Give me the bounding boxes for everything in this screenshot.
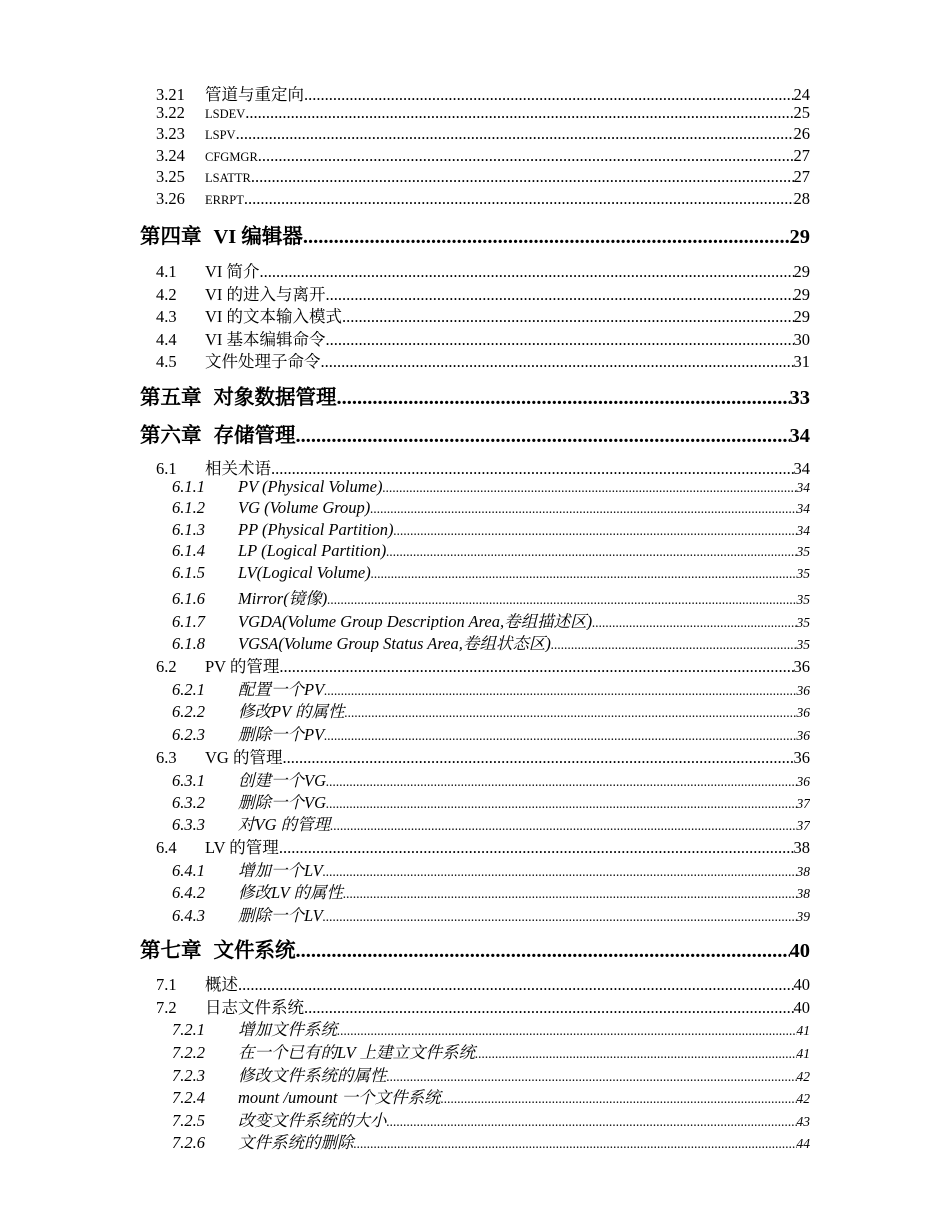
toc-chapter-entry[interactable] bbox=[140, 380, 810, 408]
toc-entry-title: PP (Physical Partition) bbox=[238, 520, 394, 539]
toc-entry-page-number: 36 bbox=[796, 728, 810, 743]
toc-entry-number: 6.4.2 bbox=[172, 883, 205, 901]
toc-entry-page-number: 27 bbox=[793, 167, 810, 186]
toc-entry-title: 创建一个VG bbox=[238, 771, 326, 789]
toc-entry-title: 在一个已有的LV 上建立文件系统 bbox=[238, 1043, 475, 1061]
toc-entry-page-number: 42 bbox=[796, 1091, 810, 1106]
toc-dot-leader bbox=[337, 1023, 797, 1038]
toc-entry-page-number: 29 bbox=[793, 307, 810, 325]
toc-entry-title: 对VG 的管理 bbox=[238, 815, 331, 833]
toc-entry-page-number: 33 bbox=[789, 387, 810, 408]
toc-entry-number: 6.4.1 bbox=[172, 861, 205, 879]
toc-entry-title: 删除一个PV bbox=[238, 725, 325, 743]
toc-subsection-entry[interactable] bbox=[172, 1107, 810, 1129]
toc-entry-number: 7.2.3 bbox=[172, 1066, 205, 1084]
toc-dot-leader bbox=[258, 146, 794, 166]
toc-entry-title: LP (Logical Partition) bbox=[238, 541, 387, 560]
toc-entry-page-number: 35 bbox=[796, 566, 810, 581]
toc-subsection-entry[interactable] bbox=[172, 1062, 810, 1084]
toc-entry-page-number: 38 bbox=[796, 864, 810, 879]
toc-subsection-entry[interactable] bbox=[172, 676, 810, 698]
toc-subsection-entry[interactable] bbox=[172, 520, 810, 542]
toc-entry-number: 6.3.3 bbox=[172, 815, 205, 833]
toc-entry-title: LV 的管理 bbox=[205, 838, 279, 856]
toc-dot-leader bbox=[326, 796, 797, 811]
toc-dot-leader bbox=[296, 425, 790, 446]
toc-section-entry[interactable] bbox=[156, 834, 810, 856]
toc-section-entry[interactable] bbox=[156, 455, 810, 477]
toc-entry-number: 6.4.3 bbox=[172, 906, 205, 924]
toc-entry-page-number: 25 bbox=[793, 103, 810, 122]
toc-entry-title: 相关术语 bbox=[205, 459, 271, 477]
toc-section-entry[interactable] bbox=[156, 653, 810, 675]
toc-section-entry[interactable] bbox=[156, 744, 810, 766]
toc-entry-title: VI 的文本输入模式 bbox=[205, 307, 343, 325]
toc-entry-page-number: 36 bbox=[796, 774, 810, 789]
toc-dot-leader bbox=[244, 189, 794, 209]
toc-section-entry[interactable] bbox=[156, 971, 810, 993]
toc-entry-number: 3.23 bbox=[156, 124, 185, 143]
toc-dot-leader bbox=[279, 657, 793, 675]
toc-section-entry[interactable] bbox=[156, 258, 810, 280]
toc-entry-number: 4.4 bbox=[156, 330, 177, 348]
toc-section-entry[interactable] bbox=[156, 167, 810, 189]
toc-dot-leader bbox=[260, 262, 794, 280]
toc-dot-leader bbox=[279, 838, 794, 856]
toc-entry-page-number: 35 bbox=[796, 637, 810, 652]
toc-entry-page-number: 36 bbox=[796, 683, 810, 698]
toc-entry-number: 3.26 bbox=[156, 189, 185, 208]
toc-dot-leader bbox=[251, 167, 794, 187]
toc-entry-title: VI 的进入与离开 bbox=[205, 285, 326, 303]
toc-entry-number: 6.1.6 bbox=[172, 589, 205, 607]
toc-dot-leader bbox=[342, 307, 793, 325]
toc-entry-page-number: 44 bbox=[796, 1136, 810, 1151]
toc-section-entry[interactable] bbox=[156, 146, 810, 168]
toc-entry-number: 3.21 bbox=[156, 85, 185, 103]
toc-subsection-entry[interactable] bbox=[172, 857, 810, 879]
toc-entry-title: LSDEV bbox=[205, 107, 246, 121]
toc-dot-leader bbox=[271, 459, 794, 477]
toc-dot-leader bbox=[303, 226, 790, 247]
toc-dot-leader bbox=[387, 1069, 797, 1084]
toc-entry-page-number: 28 bbox=[793, 189, 810, 208]
toc-section-entry[interactable] bbox=[156, 326, 810, 348]
toc-subsection-entry[interactable] bbox=[172, 721, 810, 743]
toc-entry-number: 6.4 bbox=[156, 838, 177, 856]
toc-entry-number: 6.1.7 bbox=[172, 612, 205, 630]
toc-entry-title: 日志文件系统 bbox=[205, 998, 304, 1016]
toc-section-entry[interactable] bbox=[156, 994, 810, 1016]
toc-entry-page-number: 42 bbox=[796, 1069, 810, 1084]
toc-dot-leader bbox=[370, 501, 796, 517]
toc-subsection-entry[interactable] bbox=[172, 698, 810, 720]
toc-dot-leader bbox=[343, 886, 797, 901]
toc-entry-title: 删除一个VG bbox=[238, 793, 326, 811]
toc-dot-leader bbox=[245, 103, 793, 123]
toc-entry-number: 7.2.4 bbox=[172, 1088, 205, 1106]
toc-entry-number: 6.2 bbox=[156, 657, 177, 675]
toc-dot-leader bbox=[296, 940, 790, 961]
toc-dot-leader bbox=[592, 615, 796, 630]
toc-entry-page-number: 41 bbox=[796, 1023, 810, 1038]
toc-dot-leader bbox=[236, 124, 794, 144]
toc-subsection-entry[interactable] bbox=[172, 563, 810, 585]
toc-section-entry[interactable] bbox=[156, 81, 810, 103]
toc-entry-page-number: 34 bbox=[796, 501, 810, 516]
toc-entry-title: 管道与重定向 bbox=[205, 85, 304, 103]
toc-entry-page-number: 35 bbox=[796, 615, 810, 630]
toc-subsection-entry[interactable] bbox=[172, 1016, 810, 1038]
toc-dot-leader bbox=[475, 1046, 797, 1061]
toc-subsection-entry[interactable] bbox=[172, 902, 810, 924]
toc-entry-page-number: 30 bbox=[793, 330, 810, 348]
toc-entry-title: VG 的管理 bbox=[205, 748, 283, 766]
toc-entry-number: 7.2.6 bbox=[172, 1133, 205, 1151]
toc-entry-page-number: 29 bbox=[789, 226, 810, 247]
toc-entry-page-number: 29 bbox=[793, 262, 810, 280]
toc-entry-number: 第四章 bbox=[140, 226, 202, 247]
toc-entry-page-number: 24 bbox=[793, 85, 810, 103]
toc-entry-page-number: 34 bbox=[793, 459, 810, 477]
toc-entry-title: VI 编辑器 bbox=[213, 226, 303, 247]
toc-entry-title: 配置一个PV bbox=[238, 680, 325, 698]
toc-dot-leader bbox=[551, 637, 797, 652]
toc-entry-number: 3.25 bbox=[156, 167, 185, 186]
toc-entry-number: 4.1 bbox=[156, 262, 177, 280]
toc-section-entry[interactable] bbox=[156, 303, 810, 325]
toc-dot-leader bbox=[386, 544, 796, 560]
toc-entry-title: VG (Volume Group) bbox=[238, 498, 371, 517]
toc-entry-page-number: 38 bbox=[793, 838, 810, 856]
toc-entry-number: 6.2.1 bbox=[172, 680, 205, 698]
toc-dot-leader bbox=[371, 566, 797, 582]
toc-entry-number: 7.2 bbox=[156, 998, 177, 1016]
toc-entry-page-number: 39 bbox=[796, 909, 810, 924]
toc-entry-number: 6.3.1 bbox=[172, 771, 205, 789]
toc-entry-number: 6.1 bbox=[156, 459, 177, 477]
toc-entry-number: 6.3 bbox=[156, 748, 177, 766]
toc-entry-number: 6.1.4 bbox=[172, 541, 205, 560]
toc-subsection-entry[interactable] bbox=[172, 608, 810, 630]
toc-entry-title: VGDA(Volume Group Description Area,卷组描述区) bbox=[238, 612, 593, 630]
toc-entry-number: 4.3 bbox=[156, 307, 177, 325]
toc-entry-title: VI 基本编辑命令 bbox=[205, 330, 326, 348]
toc-entry-title: CFGMGR bbox=[205, 150, 258, 164]
toc-entry-title: 修改文件系统的属性 bbox=[238, 1066, 387, 1084]
toc-entry-number: 6.1.5 bbox=[172, 563, 205, 582]
toc-entry-page-number: 34 bbox=[789, 425, 810, 446]
toc-subsection-entry[interactable] bbox=[172, 541, 810, 563]
toc-entry-title: Mirror(镜像) bbox=[238, 589, 328, 607]
toc-section-entry[interactable] bbox=[156, 189, 810, 211]
toc-subsection-entry[interactable] bbox=[172, 1129, 810, 1151]
toc-entry-number: 3.22 bbox=[156, 103, 185, 122]
toc-entry-number: 6.1.1 bbox=[172, 477, 205, 496]
toc-entry-number: 7.2.1 bbox=[172, 1020, 205, 1038]
toc-entry-title: 增加文件系统 bbox=[238, 1020, 337, 1038]
toc-dot-leader bbox=[326, 774, 797, 789]
toc-entry-title: 存储管理 bbox=[213, 425, 296, 446]
toc-dot-leader bbox=[304, 85, 794, 103]
toc-entry-page-number: 40 bbox=[793, 998, 810, 1016]
toc-entry-title: 文件处理子命令 bbox=[205, 352, 321, 370]
toc-chapter-entry[interactable] bbox=[140, 418, 810, 446]
toc-entry-title: 增加一个LV bbox=[238, 861, 323, 879]
toc-dot-leader bbox=[324, 683, 796, 698]
toc-section-entry[interactable] bbox=[156, 124, 810, 146]
toc-entry-page-number: 34 bbox=[796, 480, 810, 495]
toc-subsection-entry[interactable] bbox=[172, 1084, 810, 1106]
toc-entry-number: 3.24 bbox=[156, 146, 185, 165]
toc-entry-page-number: 27 bbox=[793, 146, 810, 165]
toc-entry-page-number: 40 bbox=[793, 975, 810, 993]
toc-subsection-entry[interactable] bbox=[172, 789, 810, 811]
toc-entry-number: 7.1 bbox=[156, 975, 177, 993]
toc-subsection-entry[interactable] bbox=[172, 585, 810, 607]
toc-dot-leader bbox=[321, 352, 794, 370]
toc-entry-page-number: 37 bbox=[796, 818, 810, 833]
toc-section-entry[interactable] bbox=[156, 281, 810, 303]
toc-dot-leader bbox=[304, 998, 794, 1016]
toc-entry-title: 对象数据管理 bbox=[213, 387, 337, 408]
toc-dot-leader bbox=[337, 387, 790, 408]
toc-entry-title: 改变文件系统的大小 bbox=[238, 1111, 387, 1129]
toc-dot-leader bbox=[387, 1114, 797, 1129]
toc-dot-leader bbox=[326, 330, 794, 348]
toc-entry-number: 6.1.3 bbox=[172, 520, 205, 539]
toc-dot-leader bbox=[326, 285, 794, 303]
toc-entry-title: mount /umount 一个文件系统 bbox=[238, 1088, 441, 1106]
toc-entry-page-number: 40 bbox=[789, 940, 810, 961]
toc-subsection-entry[interactable] bbox=[172, 767, 810, 789]
toc-entry-number: 6.2.3 bbox=[172, 725, 205, 743]
toc-subsection-entry[interactable] bbox=[172, 630, 810, 652]
toc-subsection-entry[interactable] bbox=[172, 811, 810, 833]
toc-entry-page-number: 36 bbox=[796, 705, 810, 720]
toc-entry-page-number: 43 bbox=[796, 1114, 810, 1129]
toc-entry-number: 第七章 bbox=[140, 940, 202, 961]
toc-entry-title: PV (Physical Volume) bbox=[238, 477, 383, 496]
toc-entry-page-number: 31 bbox=[793, 352, 810, 370]
toc-entry-title: LSATTR bbox=[205, 171, 251, 185]
toc-subsection-entry[interactable] bbox=[172, 498, 810, 520]
toc-entry-number: 第五章 bbox=[140, 387, 202, 408]
toc-chapter-entry[interactable] bbox=[140, 219, 810, 247]
toc-subsection-entry[interactable] bbox=[172, 879, 810, 901]
toc-entry-title: LSPV bbox=[205, 128, 236, 142]
toc-subsection-entry[interactable] bbox=[172, 477, 810, 499]
toc-entry-page-number: 35 bbox=[796, 544, 810, 559]
toc-entry-number: 6.1.2 bbox=[172, 498, 205, 517]
toc-dot-leader bbox=[323, 864, 797, 879]
toc-entry-number: 4.5 bbox=[156, 352, 177, 370]
toc-dot-leader bbox=[238, 975, 794, 993]
toc-entry-page-number: 34 bbox=[796, 523, 810, 538]
toc-entry-title: LV(Logical Volume) bbox=[238, 563, 371, 582]
toc-dot-leader bbox=[383, 480, 797, 496]
toc-entry-title: VGSA(Volume Group Status Area,卷组状态区) bbox=[238, 634, 551, 652]
toc-dot-leader bbox=[282, 748, 793, 766]
toc-entry-title: 修改PV 的属性 bbox=[238, 702, 345, 720]
toc-dot-leader bbox=[394, 523, 797, 539]
toc-dot-leader bbox=[345, 705, 797, 720]
toc-entry-number: 6.2.2 bbox=[172, 702, 205, 720]
toc-entry-number: 6.3.2 bbox=[172, 793, 205, 811]
toc-subsection-entry[interactable] bbox=[172, 1039, 810, 1061]
toc-entry-title: 文件系统 bbox=[213, 940, 296, 961]
toc-entry-page-number: 35 bbox=[796, 592, 810, 607]
toc-entry-title: ERRPT bbox=[205, 193, 244, 207]
toc-entry-title: VI 简介 bbox=[205, 262, 260, 280]
toc-entry-page-number: 38 bbox=[796, 886, 810, 901]
toc-dot-leader bbox=[441, 1091, 797, 1106]
toc-section-entry[interactable] bbox=[156, 348, 810, 370]
toc-entry-title: 修改LV 的属性 bbox=[238, 883, 343, 901]
toc-entry-title: 概述 bbox=[205, 975, 238, 993]
toc-entry-number: 7.2.5 bbox=[172, 1111, 205, 1129]
toc-entry-page-number: 37 bbox=[796, 796, 810, 811]
toc-entry-page-number: 36 bbox=[793, 657, 810, 675]
toc-dot-leader bbox=[327, 592, 796, 607]
toc-entry-page-number: 41 bbox=[796, 1046, 810, 1061]
toc-chapter-entry[interactable] bbox=[140, 933, 810, 961]
toc-dot-leader bbox=[330, 818, 796, 833]
toc-entry-page-number: 36 bbox=[793, 748, 810, 766]
toc-entry-title: PV 的管理 bbox=[205, 657, 280, 675]
toc-entry-number: 6.1.8 bbox=[172, 634, 205, 652]
toc-entry-title: 删除一个LV bbox=[238, 906, 323, 924]
toc-dot-leader bbox=[354, 1136, 797, 1151]
toc-entry-number: 7.2.2 bbox=[172, 1043, 205, 1061]
toc-entry-page-number: 26 bbox=[793, 124, 810, 143]
toc-dot-leader bbox=[324, 728, 796, 743]
toc-entry-title: 文件系统的删除 bbox=[238, 1133, 354, 1151]
toc-dot-leader bbox=[323, 909, 797, 924]
toc-entry-page-number: 29 bbox=[793, 285, 810, 303]
toc-entry-number: 4.2 bbox=[156, 285, 177, 303]
toc-entry-number: 第六章 bbox=[140, 425, 202, 446]
toc-section-entry[interactable] bbox=[156, 103, 810, 125]
